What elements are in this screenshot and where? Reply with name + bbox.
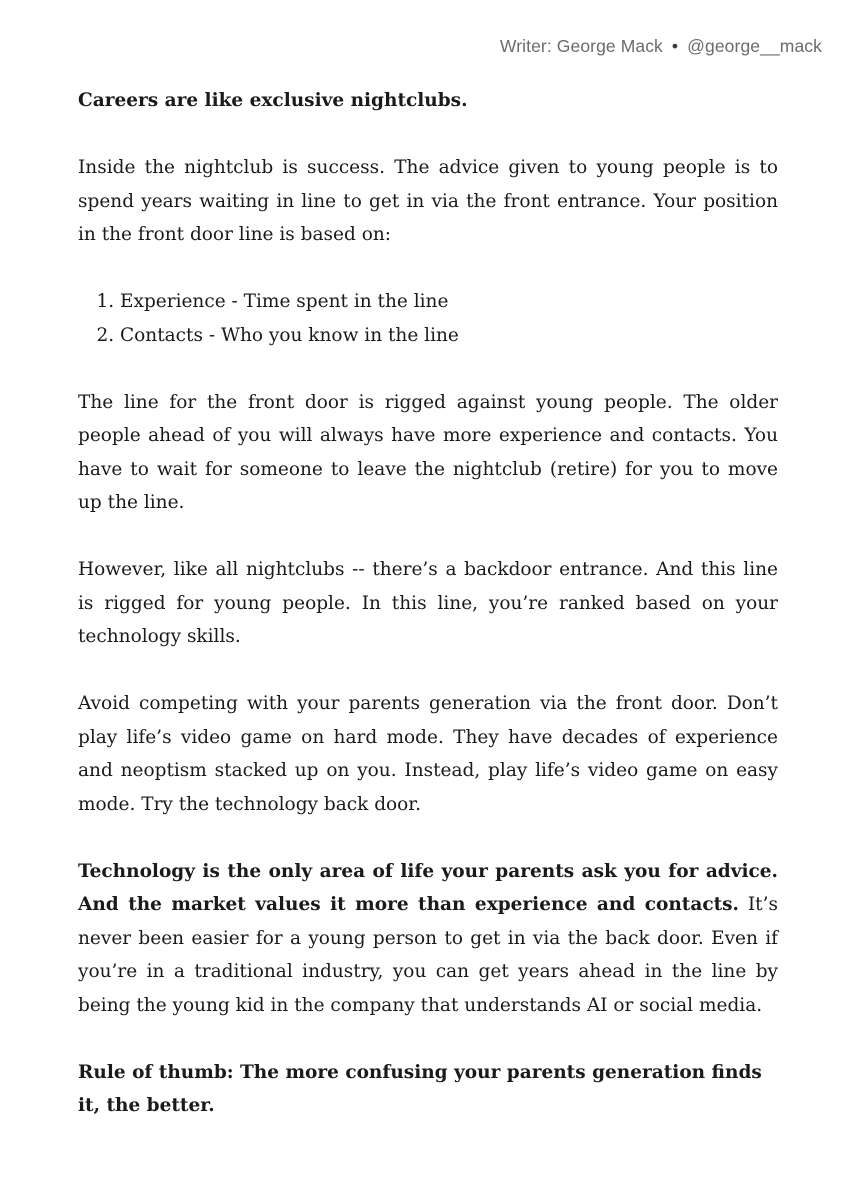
writer-handle: @george__mack <box>687 36 822 56</box>
position-criteria-list <box>78 285 778 352</box>
technology-emphasis: Technology is the only area of life your parents ask you for advice. And the market values it more than experience and contacts. <box>78 860 778 915</box>
writer-name: Writer: George Mack <box>499 36 663 56</box>
list-item: 1. Experience - Time spent in the line <box>120 285 778 319</box>
technology-paragraph <box>78 855 778 1023</box>
article-title: Careers are like exclusive nightclubs. <box>78 90 468 111</box>
byline-separator: • <box>671 36 679 56</box>
technology-paragraph-rest: It’s never been easier for a young person to get in via the back door. Even if you’re in a traditional industry, you can get years ahead in the line by being the young kid in the company that understands AI or social media. <box>78 894 778 1016</box>
front-door-paragraph: The line for the front door is rigged against young people. The older people ahead of you will always have more experience and contacts. You have to wait for someone to leave the nightclub (retire) for you to move up the line. <box>78 391 778 513</box>
article-body <box>78 84 778 1123</box>
list-item: 2. Contacts - Who you know in the line <box>120 319 778 353</box>
avoid-competing-paragraph: Avoid competing with your parents generation via the front door. Don’t play life’s video game on hard mode. They have decades of experience and neoptism stacked up on you. Instead, play life’s video game on easy mode. Try the technology back door. <box>78 693 778 815</box>
rule-of-thumb: Rule of thumb: The more confusing your parents generation finds it, the better. <box>78 1061 762 1116</box>
backdoor-paragraph: However, like all nightclubs -- there’s a backdoor entrance. And this line is rigged for young people. In this line, you’re ranked based on your technology skills. <box>78 559 778 647</box>
byline <box>500 36 822 57</box>
intro-paragraph: Inside the nightclub is success. The advice given to young people is to spend years waiting in line to get in via the front entrance. Your position in the front door line is based on: <box>78 157 778 245</box>
